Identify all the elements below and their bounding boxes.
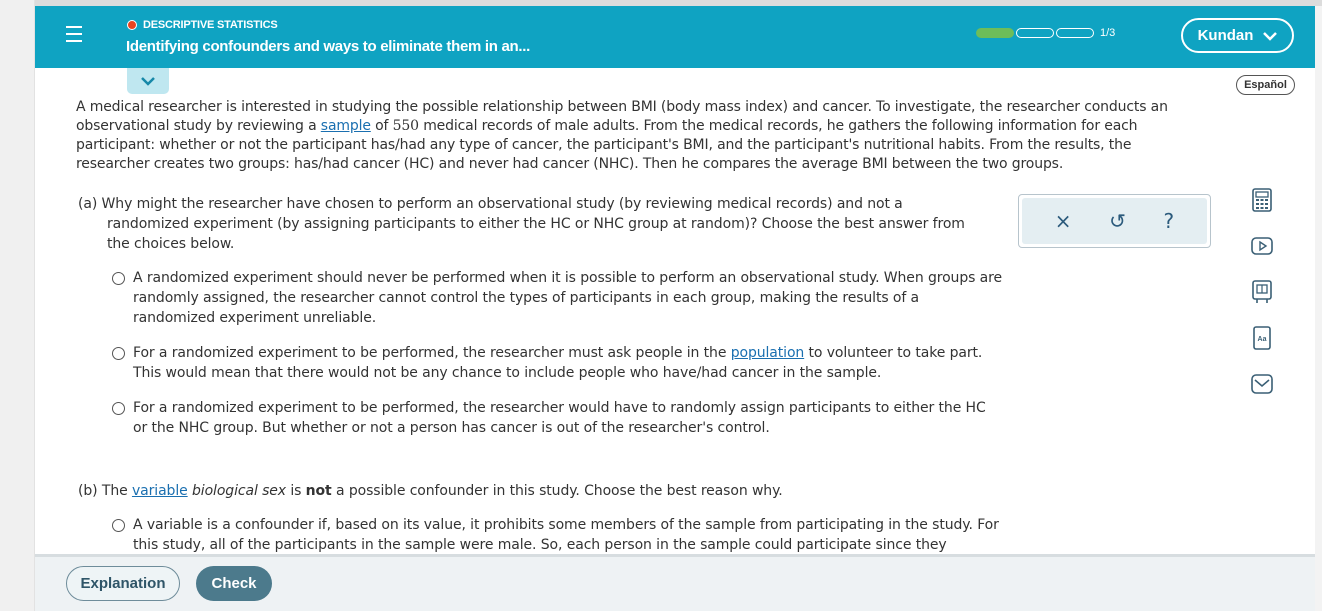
choice-text-part: to volunteer to take part. This would mean that there would not be any chance to include people who have/had cancer in the sample.	[133, 345, 983, 381]
collapse-header-tab[interactable]	[127, 68, 169, 94]
page-title: Identifying confounders and ways to eliminate them in an...	[126, 38, 531, 55]
dictionary-icon[interactable]	[1248, 324, 1276, 352]
clear-icon[interactable]: ×	[1054, 209, 1072, 233]
question-a-line2: randomized experiment (by assigning participants to either the HC or NHC group at random)? Choose the best answer from	[107, 216, 965, 232]
progress-segment	[1056, 28, 1094, 38]
radio-button[interactable]	[112, 519, 125, 532]
choice-text: A randomized experiment should never be performed when it is possible to perform an observational study. When groups are randomly assigned, the researcher cannot control the types of participants in each group, making the results of a randomized experiment unreliable.	[133, 270, 1002, 326]
question-b	[78, 481, 988, 501]
undo-icon[interactable]: ↺	[1109, 209, 1126, 233]
choice-text-part: For a randomized experiment to be performed, the researcher must ask people in the	[133, 345, 731, 361]
help-icon[interactable]: ?	[1163, 209, 1175, 233]
choice-a2[interactable]	[112, 343, 1002, 383]
calculator-icon[interactable]	[1248, 186, 1276, 214]
choice-a3[interactable]	[112, 398, 1002, 438]
problem-content	[76, 98, 1206, 174]
intro-text: A medical researcher is interested in studying the possible relationship between BMI (body mass index) and cancer. To investigate, the researcher conducts an observational study by reviewing a	[76, 99, 1168, 134]
intro-paragraph	[76, 98, 1201, 174]
video-icon[interactable]	[1248, 232, 1276, 260]
topic-row	[127, 19, 278, 31]
question-a-line1: (a) Why might the researcher have chosen to perform an observational study (by reviewing medical records) and not a	[78, 196, 903, 212]
choice-text: For a randomized experiment to be performed, the researcher would have to randomly assign participants to either the HC or the NHC group. But whether or not a person has cancer is out of the researcher's control.	[133, 400, 986, 436]
chevron-down-icon	[1263, 31, 1277, 41]
question-b-text: (b) The	[78, 483, 132, 499]
sample-link[interactable]: sample	[320, 118, 371, 134]
left-gutter	[0, 0, 35, 611]
population-link[interactable]: population	[730, 345, 805, 361]
variable-link[interactable]: variable	[131, 483, 188, 499]
header-bar	[35, 6, 1315, 68]
progress-segment-done	[976, 28, 1014, 38]
menu-icon[interactable]	[66, 26, 82, 46]
check-button[interactable]: Check	[196, 566, 272, 601]
progress-text: 1/3	[1100, 27, 1116, 39]
question-a-line3: the choices below.	[107, 236, 235, 252]
user-menu-button[interactable]	[1181, 18, 1294, 53]
radio-button[interactable]	[112, 347, 125, 360]
question-a	[78, 194, 988, 254]
question-b-bold: not	[305, 483, 332, 499]
intro-text: medical records of male adults. From the medical records, he gathers the following information for each participant: whether or not the participant has/had any type of cancer, the participant's BMI, and the participant's nutritional habits. From the results, the researcher creates two groups: has/had cancer (HC) and never had cancer (NHC). Then he compares the average BMI between the two groups.	[76, 118, 1138, 172]
question-b-text: a possible confounder in this study. Choose the best reason why.	[331, 483, 783, 499]
choice-text: A variable is a confounder if, based on its value, it prohibits some members of the sample from participating in the study. For this study, all of the participants in the sample were male. So, each person in the sample could participate since they	[133, 517, 999, 553]
answer-tools	[1018, 194, 1211, 248]
explanation-button[interactable]: Explanation	[66, 566, 180, 601]
progress-segment	[1016, 28, 1054, 38]
right-gutter	[1315, 6, 1322, 611]
mail-icon[interactable]	[1248, 370, 1276, 398]
choice-b1[interactable]	[112, 515, 1002, 555]
textbook-icon[interactable]	[1248, 278, 1276, 306]
intro-text: of	[370, 118, 393, 134]
choice-a1[interactable]	[112, 268, 1002, 328]
sample-size: 550	[392, 118, 419, 134]
svg-text:Aa: Aa	[1257, 336, 1267, 343]
question-b-italic: biological sex	[192, 483, 286, 499]
radio-button[interactable]	[112, 272, 125, 285]
user-name: Kundan	[1197, 27, 1254, 44]
choice-text	[112, 343, 1002, 383]
chevron-down-icon	[140, 76, 156, 86]
topic-label: DESCRIPTIVE STATISTICS	[143, 19, 278, 31]
question-b-text: is	[285, 483, 306, 499]
topic-status-dot	[127, 20, 137, 30]
progress-bar	[976, 28, 1096, 38]
radio-button[interactable]	[112, 402, 125, 415]
language-toggle-button[interactable]: Español	[1236, 75, 1295, 95]
